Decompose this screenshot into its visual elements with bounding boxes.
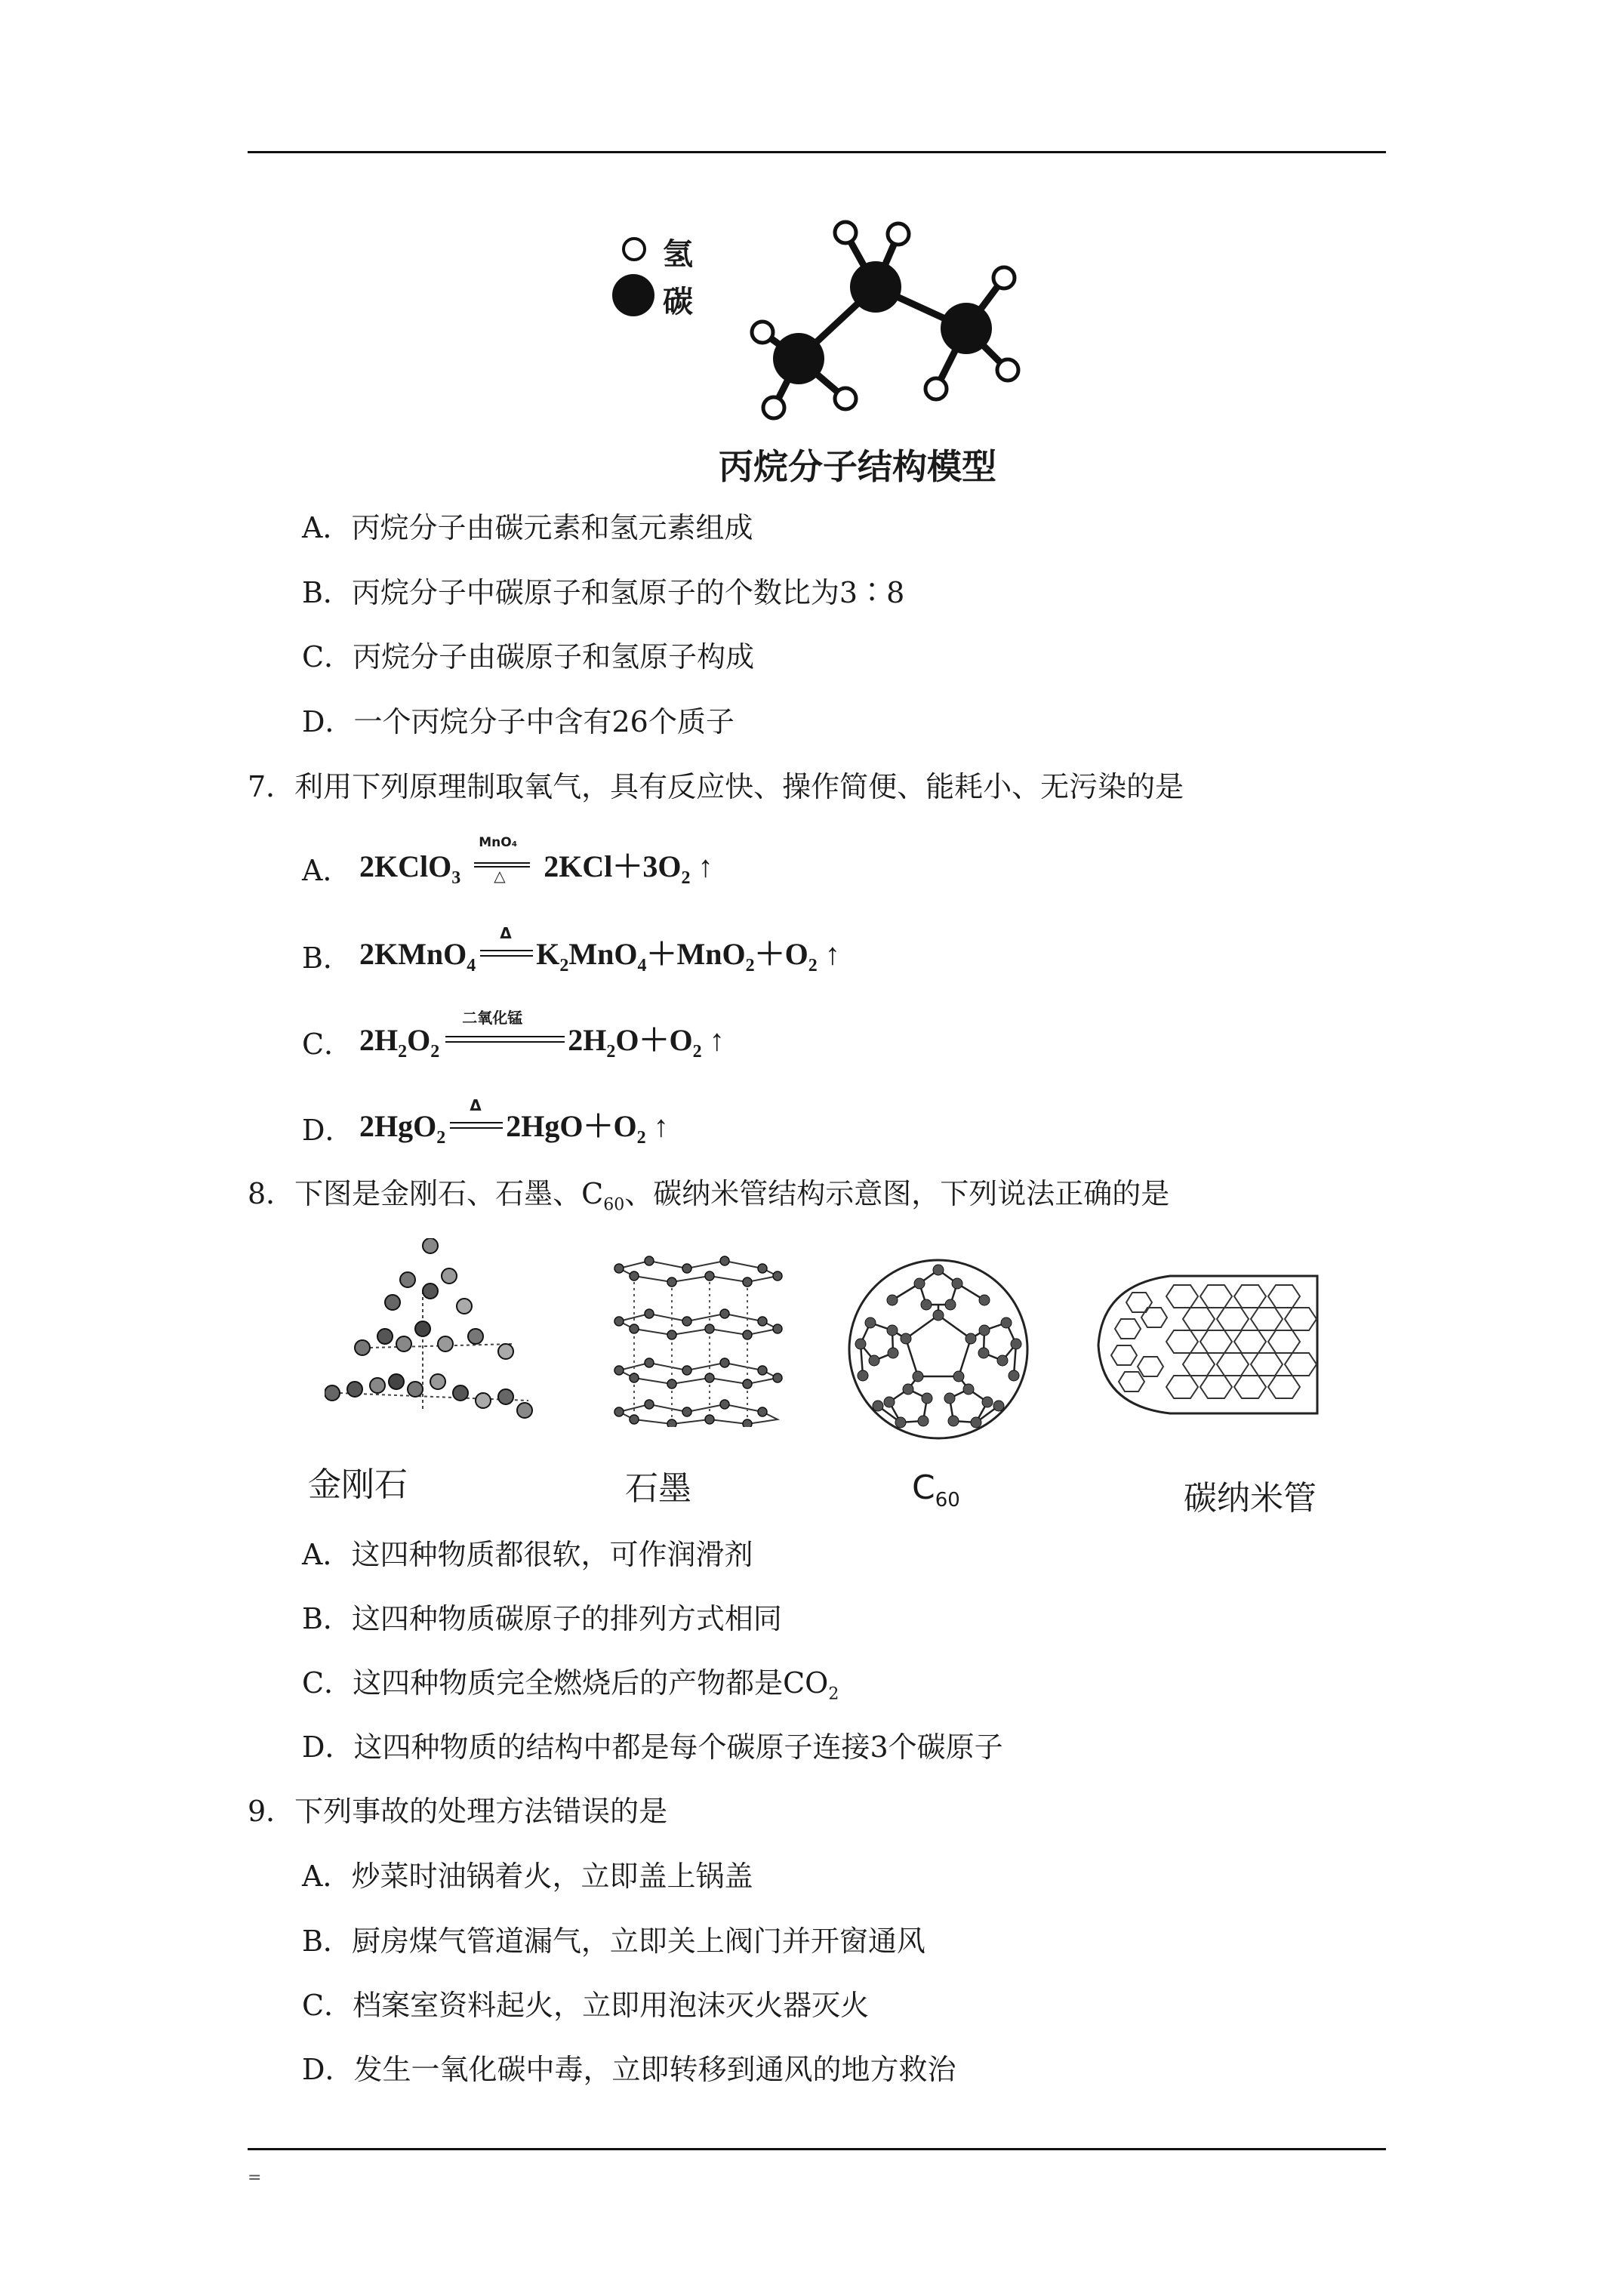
q8-option-c: C．这四种物质完全燃烧后的产物都是$CO_2$ bbox=[302, 1666, 839, 1704]
graphite-structure-figure bbox=[604, 1253, 785, 1427]
q7-option-b-equation: 2KMnO$_4$ Δ $K_2MnO_4+MnO_2+O_2$ ↑ bbox=[359, 923, 840, 975]
q7-option-c-equation: $2H_2O_2$ 二氧化锰 $2H_2O+O_2$ ↑ bbox=[359, 1008, 725, 1062]
legend-hydrogen-label: 氢 bbox=[663, 237, 693, 272]
q7-option-d-letter: D． bbox=[302, 1114, 354, 1147]
q8-option-b: B．这四种物质碳原子的排列方式相同 bbox=[302, 1602, 782, 1635]
footer-rule bbox=[248, 2148, 1386, 2150]
q7-c-catalyst-label: 二氧化锰 bbox=[462, 1008, 523, 1027]
q9-option-a: A．炒菜时油锅着火，立即盖上锅盖 bbox=[302, 1860, 753, 1893]
q6-option-b: B．丙烷分子中碳原子和氢原子的个数比为3∶8 bbox=[302, 576, 905, 609]
nanotube-label: 碳纳米管 bbox=[1184, 1479, 1317, 1518]
footer-mark: = bbox=[248, 2168, 262, 2187]
q7-a-catalyst-label: MnO₄ bbox=[479, 834, 518, 850]
q9-option-b: B．厨房煤气管道漏气，立即关上阀门并开窗通风 bbox=[302, 1925, 925, 1958]
header-rule bbox=[248, 151, 1386, 153]
nanotube-structure-figure bbox=[1087, 1262, 1329, 1428]
propane-caption: 丙烷分子结构模型 bbox=[719, 446, 996, 487]
c60-structure-figure bbox=[844, 1255, 1033, 1444]
propane-molecule-model bbox=[747, 211, 1049, 438]
q7-option-d-equation: 2HgO$_2$ Δ $2HgO+O_2$ ↑ bbox=[359, 1096, 669, 1148]
q6-option-d: D．一个丙烷分子中含有26个质子 bbox=[302, 705, 735, 738]
propane-legend-hydrogen-icon bbox=[621, 236, 648, 263]
q7-b-heat-symbol: Δ bbox=[500, 923, 512, 942]
q7-stem: 7．利用下列原理制取氧气，具有反应快、操作简便、能耗小、无污染的是 bbox=[248, 770, 1184, 803]
q6-option-a: A．丙烷分子由碳元素和氢元素组成 bbox=[302, 511, 753, 544]
q7-option-a-letter: A． bbox=[302, 854, 352, 887]
q8-option-a: A．这四种物质都很软，可作润滑剂 bbox=[302, 1538, 753, 1571]
q6-option-c: C．丙烷分子由碳原子和氢原子构成 bbox=[302, 640, 755, 673]
q9-stem: 9．下列事故的处理方法错误的是 bbox=[248, 1795, 668, 1828]
diamond-structure-figure bbox=[325, 1238, 551, 1427]
q8-option-d: D．这四种物质的结构中都是每个碳原子连接3个碳原子 bbox=[302, 1730, 1003, 1764]
c60-label: $C_{60}$ bbox=[912, 1469, 960, 1512]
propane-legend-carbon-icon bbox=[610, 272, 657, 319]
q7-option-c-letter: C． bbox=[302, 1028, 353, 1061]
q7-d-heat-symbol: Δ bbox=[470, 1096, 482, 1114]
q7-option-b-letter: B． bbox=[302, 942, 352, 975]
graphite-label: 石墨 bbox=[625, 1469, 691, 1508]
legend-carbon-label: 碳 bbox=[663, 285, 693, 319]
q9-option-d: D．发生一氧化碳中毒，立即转移到通风的地方救治 bbox=[302, 2053, 956, 2086]
diamond-label: 金刚石 bbox=[308, 1465, 408, 1504]
q9-option-c: C．档案室资料起火，立即用泡沫灭火器灭火 bbox=[302, 1989, 870, 2022]
q7-option-a-equation: 2KClO$_3$ MnO₄ △ $2KCl+3O_2$ ↑ bbox=[359, 834, 713, 888]
q8-stem: 8．下图是金刚石、石墨、$C_{60}$、碳纳米管结构示意图，下列说法正确的是 bbox=[248, 1177, 1170, 1215]
q7-a-heat-symbol: △ bbox=[494, 866, 506, 885]
